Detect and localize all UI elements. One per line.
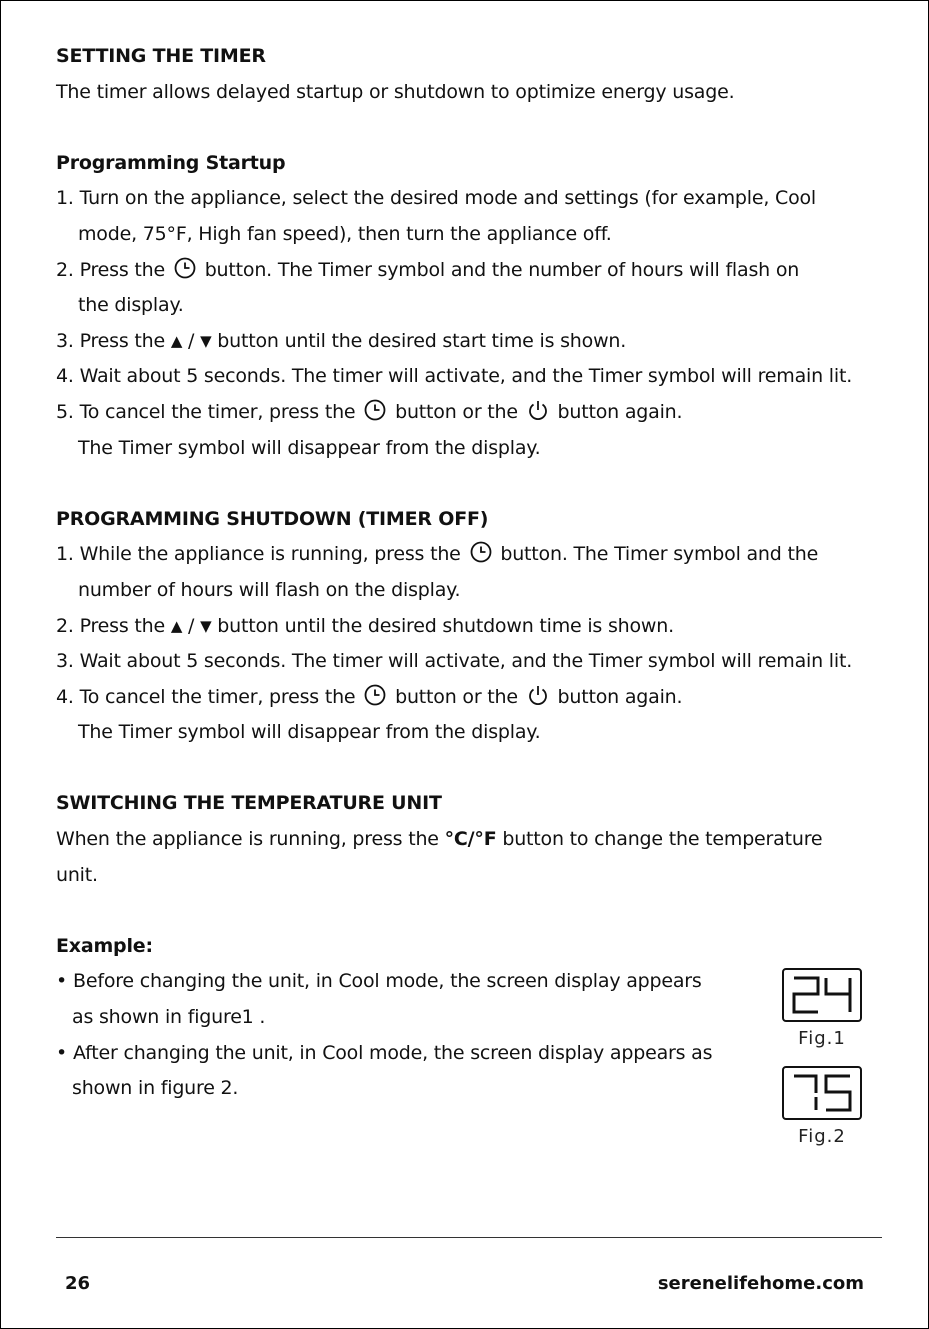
bullet-icon: • bbox=[56, 970, 68, 993]
clock-icon bbox=[364, 398, 386, 434]
figure-2 bbox=[781, 1066, 863, 1147]
shutdown-step-2: 2. Press the ▲ / ▼ button until the desired shutdown time is shown. bbox=[56, 614, 674, 637]
example-bullet-1: • Before changing the unit, in Cool mode, the screen display appears bbox=[56, 964, 886, 1000]
website-link[interactable]: serenelifehome.com bbox=[657, 1273, 864, 1294]
startup-step-5-cont: The Timer symbol will disappear from the display. bbox=[78, 436, 541, 459]
example-bullet-2-cont: shown in figure 2. bbox=[72, 1077, 239, 1100]
section-title-programming-shutdown: PROGRAMMING SHUTDOWN (TIMER OFF) bbox=[56, 507, 489, 530]
figure-1 bbox=[781, 968, 863, 1049]
celsius-fahrenheit-button-label: °C/°F bbox=[444, 828, 497, 851]
timer-intro: The timer allows delayed startup or shutdown to optimize energy usage. bbox=[56, 80, 735, 103]
clock-icon bbox=[470, 540, 492, 576]
startup-step-1-cont: mode, 75°F, High fan speed), then turn the appliance off. bbox=[78, 222, 612, 245]
temp-unit-line-2: unit. bbox=[56, 863, 98, 886]
startup-step-2-cont: the display. bbox=[78, 294, 184, 317]
temp-unit-line-1: When the appliance is running, press the °C/°F button to change the temperature bbox=[56, 828, 823, 851]
footer-divider bbox=[56, 1237, 882, 1238]
bullet-icon: • bbox=[56, 1041, 68, 1064]
startup-step-5: 5. To cancel the timer, press the button or the button again. bbox=[56, 395, 886, 431]
up-triangle-icon: ▲ bbox=[170, 331, 183, 350]
clock-icon bbox=[174, 256, 196, 292]
shutdown-step-3: 3. Wait about 5 seconds. The timer will activate, and the Timer symbol will remain lit. bbox=[56, 650, 853, 673]
figure-2-label: Fig.2 bbox=[798, 1126, 846, 1147]
up-triangle-icon: ▲ bbox=[170, 616, 183, 635]
figure-1-label: Fig.1 bbox=[798, 1028, 846, 1049]
section-title-example: Example: bbox=[56, 934, 153, 957]
page-number: 26 bbox=[65, 1273, 91, 1294]
display-screen-fig1 bbox=[782, 968, 862, 1022]
startup-step-4: 4. Wait about 5 seconds. The timer will activate, and the Timer symbol will remain lit. bbox=[56, 365, 853, 388]
page-content bbox=[56, 39, 886, 1107]
shutdown-step-4-cont: The Timer symbol will disappear from the display. bbox=[78, 721, 541, 744]
power-icon bbox=[527, 683, 549, 719]
shutdown-step-4: 4. To cancel the timer, press the button or the button again. bbox=[56, 680, 886, 716]
startup-step-1: 1. Turn on the appliance, select the desired mode and settings (for example, Cool bbox=[56, 187, 817, 210]
display-screen-fig2 bbox=[782, 1066, 862, 1120]
section-title-temperature-unit: SWITCHING THE TEMPERATURE UNIT bbox=[56, 792, 442, 815]
clock-icon bbox=[364, 683, 386, 719]
seven-segment-digits-75 bbox=[784, 1068, 860, 1118]
example-bullet-2: • After changing the unit, in Cool mode, the screen display appears as bbox=[56, 1036, 886, 1072]
section-title-setting-timer: SETTING THE TIMER bbox=[56, 45, 266, 67]
power-icon bbox=[527, 398, 549, 434]
shutdown-step-1: 1. While the appliance is running, press the button. The Timer symbol and the bbox=[56, 537, 886, 573]
example-bullet-1-cont: as shown in figure1 . bbox=[72, 1006, 266, 1029]
startup-step-3: 3. Press the ▲ / ▼ button until the desired start time is shown. bbox=[56, 329, 627, 352]
down-triangle-icon: ▼ bbox=[200, 331, 212, 350]
startup-step-2: 2. Press the button. The Timer symbol and the number of hours will flash on bbox=[56, 253, 886, 289]
shutdown-step-1-cont: number of hours will flash on the display. bbox=[78, 578, 461, 601]
down-triangle-icon: ▼ bbox=[200, 616, 212, 635]
section-title-programming-startup: Programming Startup bbox=[56, 151, 286, 174]
seven-segment-digits-24 bbox=[784, 970, 860, 1020]
